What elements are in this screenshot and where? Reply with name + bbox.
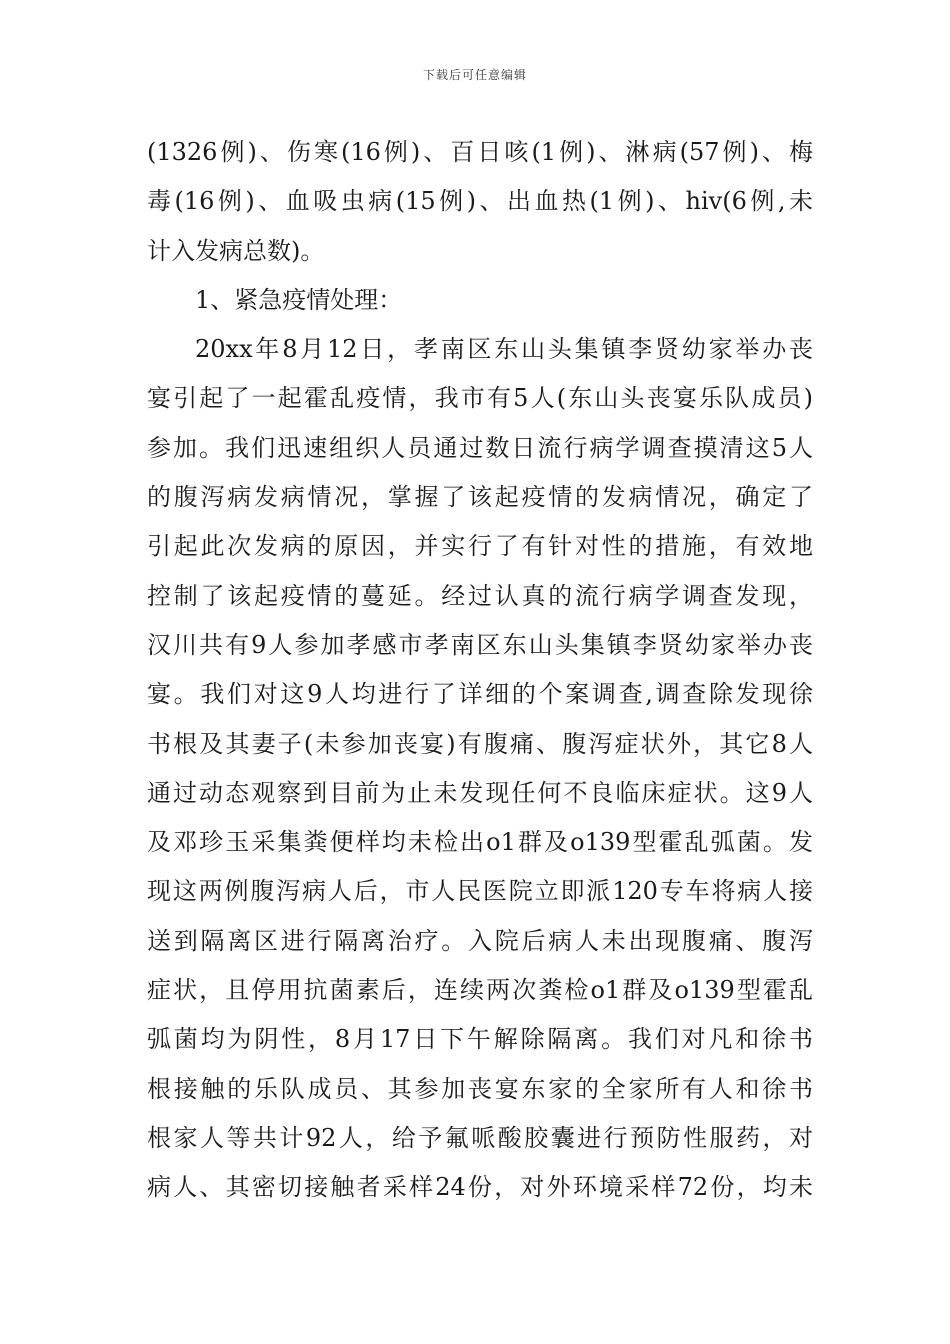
body-line: 书根及其妻子(未参加丧宴)有腹痛、腹泻症状外，其它8人 <box>147 729 813 758</box>
body-line: 计入发病总数)。 <box>147 236 325 265</box>
body-line: 毒(16例)、血吸虫病(15例)、出血热(1例)、hiv(6例,未 <box>147 187 813 216</box>
body-line: (1326例)、伤寒(16例)、百日咳(1例)、淋病(57例)、梅 <box>147 138 813 166</box>
body-line: 病人、其密切接触者采样24份，对外环境采样72份，均未 <box>147 1173 813 1202</box>
body-line: 参加。我们迅速组织人员通过数日流行病学调查摸清这5人 <box>147 433 813 462</box>
body-line: 通过动态观察到目前为止未发现任何不良临床症状。这9人 <box>147 778 813 807</box>
body-line: 根接触的乐队成员、其参加丧宴东家的全家所有人和徐书 <box>147 1074 813 1103</box>
body-line: 引起此次发病的原因，并实行了有针对性的措施，有效地 <box>147 532 813 561</box>
body-line: 控制了该起疫情的蔓延。经过认真的流行病学调查发现， <box>147 581 813 610</box>
body-line: 现这两例腹泻病人后，市人民医院立即派120专车将病人接 <box>147 877 813 906</box>
body-line: 汉川共有9人参加孝感市孝南区东山头集镇李贤幼家举办丧 <box>147 630 813 659</box>
body-line: 及邓珍玉采集粪便样均未检出o1群及o139型霍乱弧菌。发 <box>147 828 813 857</box>
body-line: 20xx年8月12日，孝南区东山头集镇李贤幼家举办丧 <box>195 335 813 364</box>
document-body <box>147 128 813 1213</box>
body-line: 根家人等共计92人，给予氟哌酸胶囊进行预防性服药，对 <box>147 1123 813 1152</box>
body-line: 宴引起了一起霍乱疫情，我市有5人(东山头丧宴乐队成员) <box>147 384 813 413</box>
section-heading: 1、紧急疫情处理： <box>195 285 403 314</box>
body-line: 弧菌均为阴性，8月17日下午解除隔离。我们对凡和徐书 <box>147 1025 813 1054</box>
page-header-note: 下载后可任意编辑 <box>422 68 527 82</box>
body-line: 送到隔离区进行隔离治疗。入院后病人未出现腹痛、腹泻 <box>147 926 813 955</box>
body-line: 症状，且停用抗菌素后，连续两次粪检o1群及o139型霍乱 <box>147 976 813 1005</box>
body-line: 的腹泻病发病情况，掌握了该起疫情的发病情况，确定了 <box>147 483 813 512</box>
body-line: 宴。我们对这9人均进行了详细的个案调查,调查除发现徐 <box>147 680 813 709</box>
